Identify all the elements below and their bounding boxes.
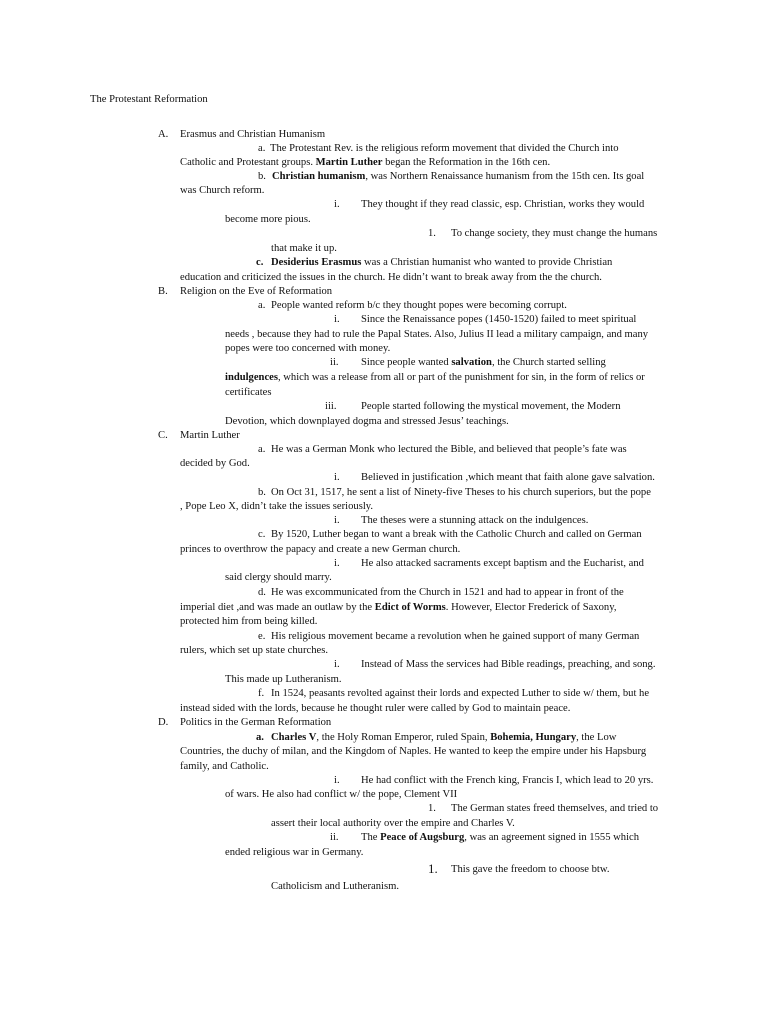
line-text: that make it up.	[271, 243, 337, 254]
line-text: Devotion, which downplayed dogma and stressed Jesus’ teachings.	[225, 416, 509, 427]
line-text: of wars. He also had conflict w/ the pope, Clement VII	[225, 789, 458, 800]
marker-f: f.	[258, 688, 265, 699]
line-text: He also attacked sacraments except baptism and the Eucharist, and	[361, 558, 644, 569]
document-title: The Protestant Reformation	[90, 94, 208, 105]
line-text: Instead of Mass the services had Bible readings, preaching, and song.	[361, 659, 656, 670]
line-text: People wanted reform b/c they thought popes were becoming corrupt.	[271, 300, 567, 311]
marker-a: a.	[256, 732, 264, 743]
marker-c: c.	[256, 257, 264, 268]
line-text: imperial diet ,and was made an outlaw by the Edict of Worms. However, Elector Frederick of Saxony,	[180, 602, 617, 613]
marker-i: i.	[334, 199, 340, 210]
line-text: People started following the mystical movement, the Modern	[361, 401, 621, 412]
section-a-letter: A.	[158, 129, 169, 140]
line-text: To change society, they must change the humans	[451, 228, 658, 239]
marker-b: b.	[258, 487, 266, 498]
line-text: This gave the freedom to choose btw.	[451, 864, 610, 875]
marker-i: i.	[334, 558, 340, 569]
line-text: Catholicism and Lutheranism.	[271, 881, 399, 892]
line-text: decided by God.	[180, 458, 250, 469]
marker-ii: ii.	[330, 832, 339, 843]
section-d-heading: Politics in the German Reformation	[180, 717, 332, 728]
line-text: He was a German Monk who lectured the Bible, and believed that people’s fate was	[271, 444, 627, 455]
line-text: instead sided with the lords, because he thought ruler were called by God to maintain peace.	[180, 703, 571, 714]
line-text: Believed in justification ,which meant that faith alone gave salvation.	[361, 472, 655, 483]
line-text: princes to overthrow the papacy and create a new German church.	[180, 544, 461, 555]
marker-a: a.	[258, 300, 266, 311]
marker-iii: iii.	[325, 401, 337, 412]
marker-1: 1.	[428, 228, 436, 239]
line-text: He was excommunicated from the Church in 1521 and had to appear in front of the	[271, 587, 624, 598]
line-text: family, and Catholic.	[180, 761, 269, 772]
section-b-letter: B.	[158, 286, 168, 297]
marker-i: i.	[334, 775, 340, 786]
line-text: By 1520, Luther began to want a break with the Catholic Church and called on German	[271, 529, 642, 540]
marker-b: b.	[258, 171, 266, 182]
line-text: indulgences, which was a release from all or part of the punishment for sin, in the form of relics or	[225, 372, 645, 383]
line-text: They thought if they read classic, esp. Christian, works they would	[361, 199, 645, 210]
marker-i: i.	[334, 314, 340, 325]
line-text: He had conflict with the French king, Francis I, which lead to 20 yrs.	[361, 775, 654, 786]
section-c-letter: C.	[158, 430, 168, 441]
section-b-heading: Religion on the Eve of Reformation	[180, 286, 333, 297]
line-text: The German states freed themselves, and tried to	[451, 803, 659, 814]
section-a-heading: Erasmus and Christian Humanism	[180, 129, 326, 140]
line-text: In 1524, peasants revolted against their lords and expected Luther to side w/ them, but he	[271, 688, 650, 699]
line-text: ended religious war in Germany.	[225, 847, 364, 858]
line-text: protected him from being killed.	[180, 616, 318, 627]
line-text: become more pious.	[225, 214, 311, 225]
marker-ii: ii.	[330, 357, 339, 368]
line-text: needs , because they had to rule the Papal States. Also, Julius II lead a military campaign, and many	[225, 329, 649, 340]
line-text: Catholic and Protestant groups. Martin Luther began the Reformation in the 16th cen.	[180, 157, 551, 168]
line-text: Charles V, the Holy Roman Emperor, ruled Spain, Bohemia, Hungary, the Low	[271, 732, 617, 743]
line-text: popes were too concerned with money.	[225, 343, 391, 354]
line-text: Since people wanted salvation, the Church started selling	[361, 357, 606, 368]
line-text: certificates	[225, 387, 272, 398]
line-text: assert their local authority over the empire and Charles V.	[271, 818, 515, 829]
line-text: , Pope Leo X, didn’t take the issues seriously.	[180, 501, 374, 512]
line-text: Christian humanism, was Northern Renaissance humanism from the 15th cen. Its goal	[272, 171, 645, 182]
line-text: The Peace of Augsburg, was an agreement signed in 1555 which	[361, 832, 640, 843]
line-text: rulers, which set up state churches.	[180, 645, 328, 656]
line-text: His religious movement became a revolution when he gained support of many German	[271, 631, 640, 642]
marker-i: i.	[334, 515, 340, 526]
line-text: The Protestant Rev. is the religious reform movement that divided the Church into	[270, 143, 619, 154]
section-c-heading: Martin Luther	[180, 430, 240, 441]
line-text: The theses were a stunning attack on the indulgences.	[361, 515, 589, 526]
line-text: Desiderius Erasmus was a Christian humanist who wanted to provide Christian	[271, 257, 613, 268]
section-d-letter: D.	[158, 717, 169, 728]
marker-1: 1.	[428, 861, 438, 876]
marker-a: a.	[258, 143, 266, 154]
line-text: Countries, the duchy of milan, and the Kingdom of Naples. He wanted to keep the empire under his Hapsburg	[180, 746, 647, 757]
line-text: education and criticized the issues in the church. He didn’t want to break away from the the church.	[180, 272, 602, 283]
marker-d: d.	[258, 587, 266, 598]
line-text: Since the Renaissance popes (1450-1520) failed to meet spiritual	[361, 314, 637, 325]
marker-e: e.	[258, 631, 266, 642]
marker-i: i.	[334, 659, 340, 670]
marker-c: c.	[258, 529, 266, 540]
line-text: said clergy should marry.	[225, 572, 332, 583]
marker-i: i.	[334, 472, 340, 483]
line-text: This made up Lutheranism.	[225, 674, 342, 685]
line-text: was Church reform.	[180, 185, 265, 196]
marker-1: 1.	[428, 803, 436, 814]
marker-a: a.	[258, 444, 266, 455]
line-text: On Oct 31, 1517, he sent a list of Ninety-five Theses to his church superiors, but the pope	[271, 487, 651, 498]
